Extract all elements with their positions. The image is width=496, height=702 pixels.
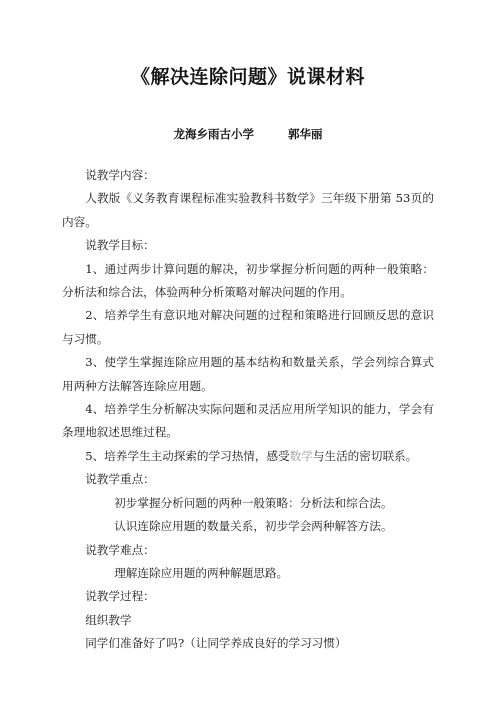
author-line — [0, 126, 496, 142]
document-title: 《解决连除问题》说课材料 — [130, 66, 365, 88]
paragraph: 认识连除应用题的数量关系，初步学会两种解答方法。 — [114, 519, 393, 534]
highlighted-word: 数学 — [289, 448, 313, 463]
paragraph: 说教学重点： — [85, 472, 155, 487]
paragraph-text: 与生活的密切联系。 — [312, 448, 418, 463]
paragraph: 2、培养学生有意识地对解决问题的过程和策略进行回顾反思的意识与习惯。 — [62, 308, 434, 346]
paragraph-text: 5、培养学生主动探索的学习热情，感受 — [85, 448, 290, 463]
paragraph: 3、使学生掌握连除应用题的基本结构和数量关系，学会列综合算式用两种方法解答连除应用题。 — [62, 355, 434, 393]
paragraph — [62, 445, 434, 468]
paragraph: 组织教学 — [85, 612, 132, 627]
paragraph: 说教学难点： — [85, 542, 155, 557]
paragraph: 4、培养学生分析解决实际问题和灵活应用所学知识的能力，学会有条理地叙述思维过程。 — [62, 402, 434, 440]
paragraph: 同学们准备好了吗?（让同学养成良好的学习习惯） — [85, 636, 347, 651]
paragraph: 理解连除应用题的两种解题思路。 — [114, 565, 289, 580]
author-name: 郭华丽 — [288, 127, 323, 141]
paragraph: 初步掌握分析问题的两种一般策略：分析法和综合法。 — [114, 495, 393, 510]
paragraph: 说教学目标： — [85, 238, 155, 253]
paragraph: 说教学过程： — [85, 589, 155, 604]
paragraph: 人教版《义务教育课程标准实验教科书数学》三年级下册第 53页的内容。 — [62, 191, 434, 229]
document-body — [62, 164, 434, 656]
paragraph: 1、通过两步计算问题的解决，初步掌握分析问题的两种一般策略：分析法和综合法，体验两种分析策略对解决问题的作用。 — [62, 261, 434, 300]
author-school: 龙海乡雨古小学 — [173, 127, 254, 141]
paragraph: 说教学内容： — [85, 168, 155, 182]
